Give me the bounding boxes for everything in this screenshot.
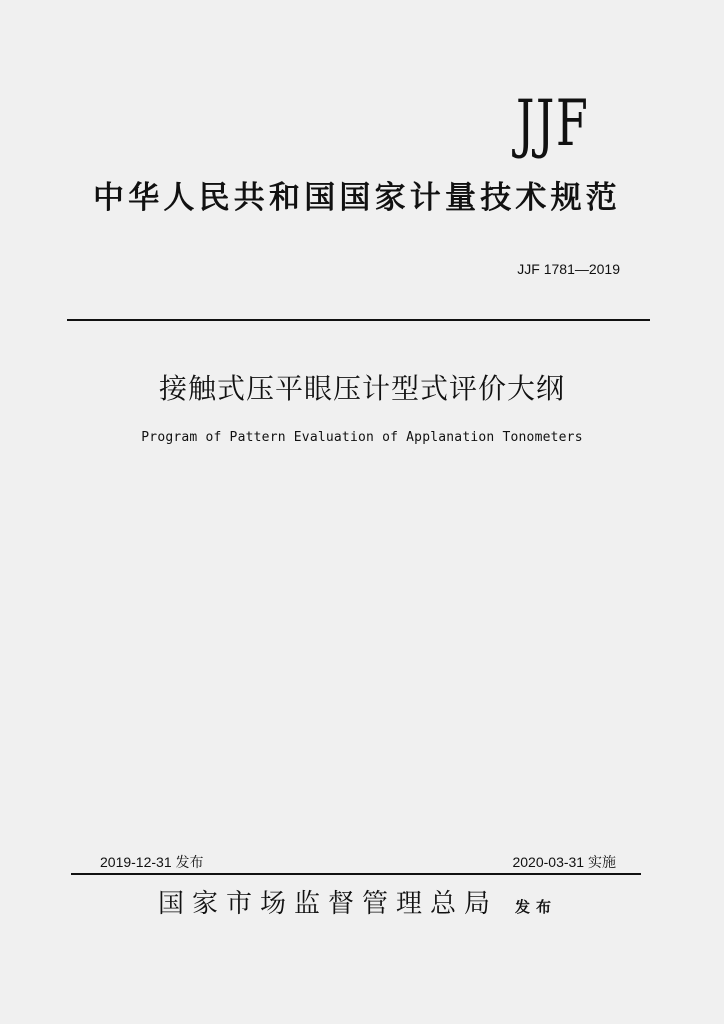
effective-date: 2020-03-31 实施 [512,854,616,870]
top-divider [67,319,650,321]
document-title-chinese: 接触式压平眼压计型式评价大纲 [158,372,565,405]
standard-code: JJF 1781—2019 [517,261,620,277]
bottom-divider [71,873,641,875]
document-title-english: Program of Pattern Evaluation of Applanation Tonometers [141,430,583,445]
organization-title: 中华人民共和国国家计量技术规范 [93,180,621,216]
publish-date: 2019-12-31 发布 [100,854,204,870]
jjf-logo: JJF [516,87,590,161]
issuing-authority: 国家市场监督管理总局 [158,889,499,919]
issuing-action: 发布 [515,898,558,916]
